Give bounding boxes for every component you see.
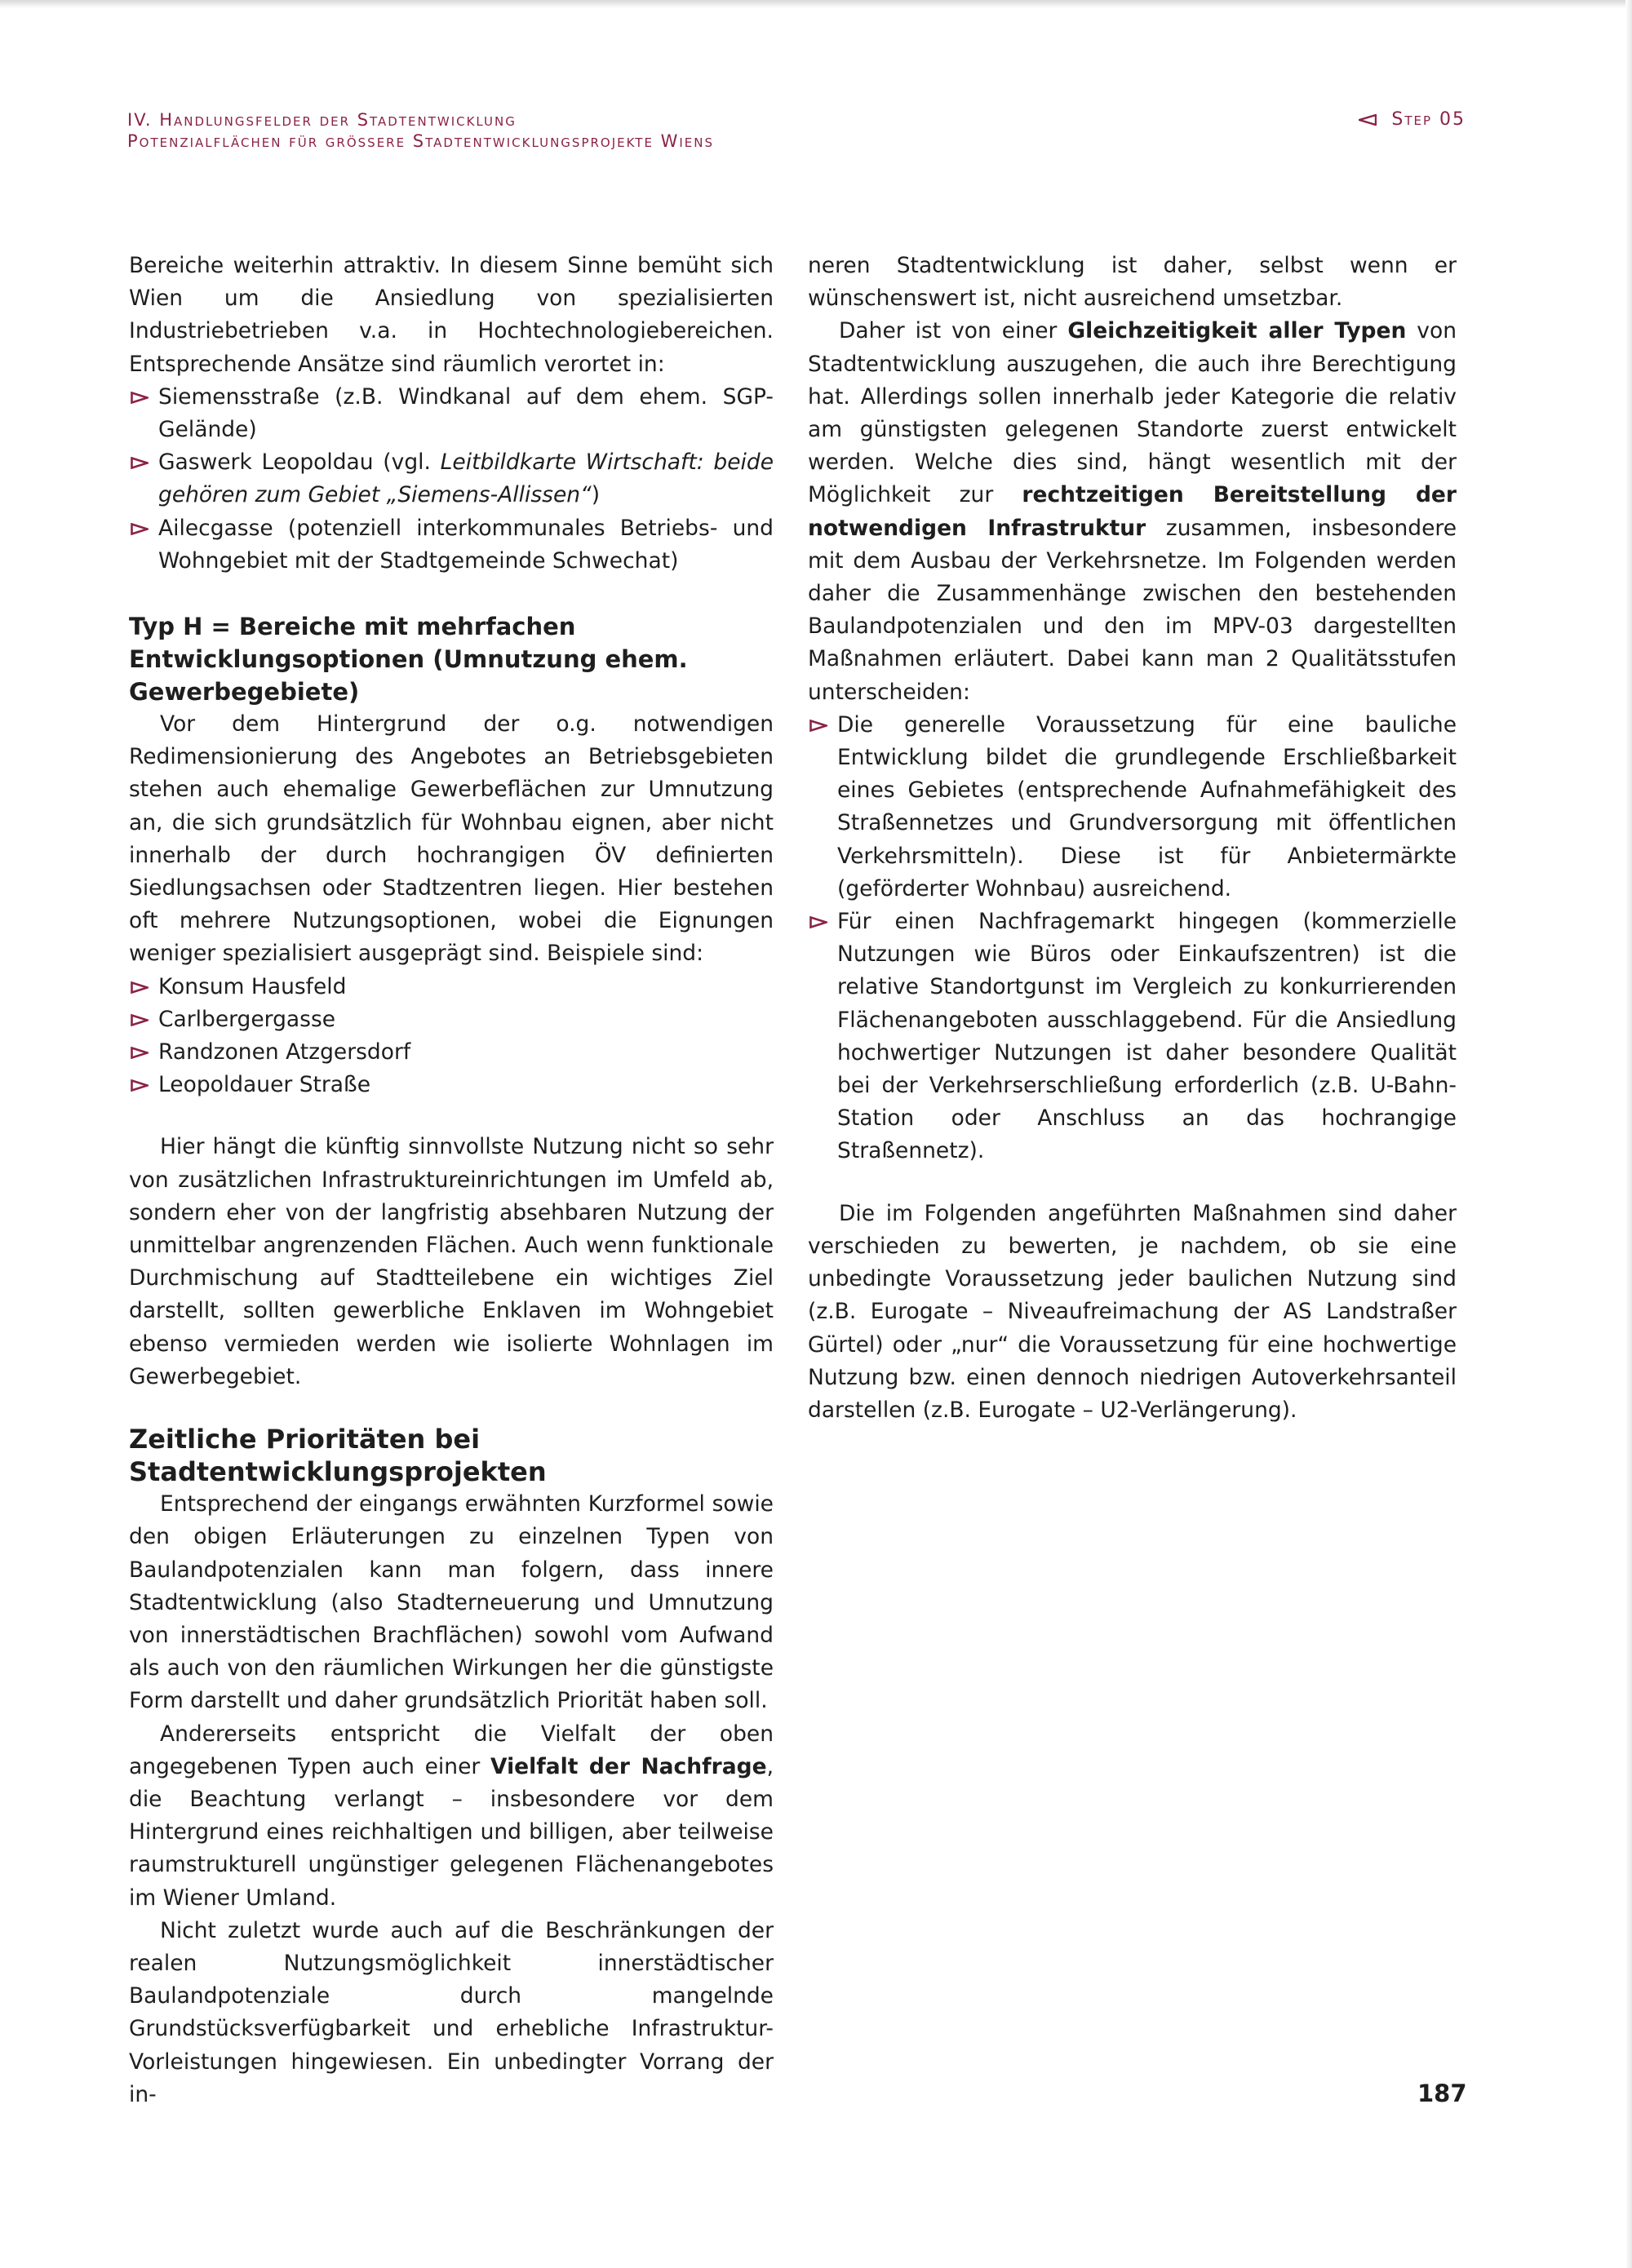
triangle-bullet-icon (131, 981, 149, 994)
right-column (808, 250, 1457, 1427)
triangle-bullet-icon (131, 457, 149, 469)
step-marker (1359, 109, 1466, 131)
spacer (129, 1393, 774, 1423)
paragraph-intro: Bereiche weiterhin attraktiv. In diesem Sinne bemüht sich Wien um die Ansiedlung von spezialisierten Industriebetrieben v.a. in Hochtechnologiebereichen. Entsprechende Ansätze sind räumlich verortet in: (129, 253, 774, 377)
left-column (129, 250, 774, 2111)
list-industry-sites (129, 381, 774, 578)
spacer (129, 1101, 774, 1131)
triangle-bullet-icon (131, 1014, 149, 1026)
list-item (129, 381, 774, 446)
scan-edge-top (0, 0, 1632, 8)
list-item (129, 446, 774, 512)
heading-priorities: Zeitliche Prioritäten bei Stadtentwicklungsprojekten (129, 1424, 547, 1488)
list-item-text-prefix: Gaswerk Leopoldau (vgl. (158, 450, 441, 476)
step-label: Step 05 (1391, 109, 1466, 130)
list-item (808, 709, 1457, 906)
triangle-left-icon (1359, 114, 1377, 126)
triangle-bullet-icon (809, 720, 827, 732)
triangle-bullet-icon (131, 1079, 149, 1092)
list-item (129, 1069, 774, 1101)
list-item-text: Randzonen Atzgersdorf (158, 1039, 411, 1065)
emphasis-gleichzeitigkeit: Gleichzeitigkeit aller Typen (1067, 318, 1407, 344)
text-run: Daher ist von einer (839, 318, 1068, 344)
page-number: 187 (1417, 2080, 1467, 2107)
paragraph-hier: Hier hängt die künftig sinnvollste Nutzung nicht so sehr von zusätzlichen Infrastruktureinrichtungen im Umfeld ab, sondern eher von der langfristig absehbaren Nutzung der unmittelbar angrenzenden Flächen. Auch wenn funktionale Durchmischung auf Stadtteilebene ein wichtiges Ziel darstellt, sollten gewerbliche Enklaven im Wohngebiet ebenso vermieden werden wie isolierte Wohnlagen im Gewerbegebiet. (129, 1134, 774, 1389)
scan-edge-right (1625, 0, 1632, 2268)
paragraph-final: Die im Folgenden angeführten Maßnahmen sind daher verschieden zu bewerten, je nachdem, ob sie eine unbedingte Voraussetzung jeder baulichen Nutzung sind (z.B. Eurogate – Niveaufreimachung der AS Landstraßer Gürtel) oder „nur“ die Voraussetzung für eine hochwertige Nutzung bzw. einen dennoch niedrigen Autoverkehrsanteil darstellen (z.B. Eurogate – U2-Verlängerung). (808, 1200, 1457, 1423)
list-item-text-suffix: ) (591, 482, 601, 508)
list-item-text: Ailecgasse (potenziell interkommunales Betriebs- und Wohngebiet mit der Stadtgemeinde Schwechat) (158, 515, 774, 574)
list-item-text: Die generelle Voraussetzung für eine bauliche Entwicklung bildet die grundlegende Erschließbarkeit eines Gebietes (entsprechende Aufnahmefähigkeit des Straßennetzes und Grundversorgung mit öffentlichen Verkehrsmitteln). Diese ist für Anbietermärkte (geförderter Wohnbau) ausreichend. (837, 711, 1457, 901)
list-item-text: Für einen Nachfragemarkt hingegen (kommerzielle Nutzungen wie Büros oder Einkaufszentren) ist die relative Standortgunst im Vergleich zu konkurrierenden Flächenangeboten ausschlaggebend. Für die Ansiedlung hochwertiger Nutzungen ist daher besondere Qualität bei der Verkehrserschließung erforderlich (z.B. U-Bahn-Station oder Anschluss an das hochrangige Straßennetz). (837, 909, 1457, 1164)
emphasis-vielfalt: Vielfalt der Nachfrage (490, 1753, 767, 1779)
triangle-bullet-icon (809, 916, 827, 928)
list-item-text-italic: Leitbildkarte Wirtschaft: beide gehören zum Gebiet „Siemens-Allissen“ (158, 450, 774, 508)
running-header (127, 109, 1466, 152)
list-item-text: Carlbergergasse (158, 1006, 336, 1032)
list-item (129, 971, 774, 1003)
paragraph-continuation: neren Stadtentwicklung ist daher, selbst wenn er wünschenswert ist, nicht ausreichend umsetzbar. (808, 253, 1457, 312)
header-chapter: IV. Handlungsfelder der Stadtentwicklung (127, 110, 517, 130)
list-quality-levels (808, 709, 1457, 1168)
list-item (129, 1003, 774, 1036)
list-item (129, 1036, 774, 1069)
list-item-text: Konsum Hausfeld (158, 973, 347, 999)
text-run: von Stadtentwicklung auszugehen, die auch ihre Berechtigung hat. Allerdings sollen innerhalb jeder Kategorie die relativ am günstigsten gelegenen Standorte zuerst entwickelt werden. Welche dies sind, hängt wesentlich mit der Möglichkeit zur (808, 318, 1457, 508)
triangle-bullet-icon (131, 392, 149, 404)
triangle-bullet-icon (131, 1047, 149, 1059)
text-run: zusammen, insbesondere mit dem Ausbau der Verkehrsnetze. Im Folgenden werden daher die Zusammenhänge zwischen den bestehenden Baulandpotenzialen und den im MPV-03 dargestellten Maßnahmen erläutert. Dabei kann man 2 Qualitätsstufen unterscheiden: (808, 515, 1457, 705)
emphasis-infrastruktur: rechtzeitigen Bereitstellung der notwendigen Infrastruktur (808, 482, 1457, 541)
paragraph-typ-h: Vor dem Hintergrund der o.g. notwendigen Redimensionierung des Angebotes an Betriebsgebieten stehen auch ehemalige Gewerbeflächen zur Umnutzung an, die sich grundsätzlich für Wohnbau eignen, aber nicht innerhalb der durch hochrangigen ÖV definierten Siedlungsachsen oder Stadtzentren liegen. Hier bestehen oft mehrere Nutzungsoptionen, wobei die Eignungen weniger spezialisiert ausgeprägt sind. Beispiele sind: (129, 711, 774, 967)
spacer (808, 1168, 1457, 1198)
list-item (808, 906, 1457, 1168)
paragraph-daher (808, 315, 1457, 708)
list-examples (129, 971, 774, 1102)
spacer (129, 578, 774, 610)
heading-typ-h: Typ H = Bereiche mit mehrfachen Entwicklungsoptionen (Umnutzung ehem. Gewerbegebiete) (129, 613, 688, 707)
paragraph-priorities: Entsprechend der eingangs erwähnten Kurzformel sowie den obigen Erläuterungen zu einzelnen Typen von Baulandpotenzialen kann man folgern, dass innere Stadtentwicklung (also Stadterneuerung und Umnutzung von innerstädtischen Brachflächen) sowohl vom Aufwand als auch von den räumlichen Wirkungen her die günstigste Form darstellt und daher grundsätzlich Priorität haben soll. (129, 1491, 774, 1714)
list-item-text: Siemensstraße (z.B. Windkanal auf dem ehem. SGP-Gelände) (158, 383, 774, 443)
list-item (129, 512, 774, 578)
header-section: Potenzialflächen für grössere Stadtentwicklungsprojekte Wiens (127, 131, 715, 151)
triangle-bullet-icon (131, 523, 149, 535)
text-run: Andererseits entspricht die Vielfalt der oben angegebenen Typen auch einer (129, 1721, 774, 1779)
paragraph-nicht-zuletzt: Nicht zuletzt wurde auch auf die Beschränkungen der realen Nutzungsmöglichkeit innerstädtischer Baulandpotenziale durch mangelnde Grundstücksverfügbarkeit und erhebliche Infrastruktur-Vorleistungen hingewiesen. Ein unbedingter Vorrang der in- (129, 1917, 774, 2107)
text-run: , die Beachtung verlangt – insbesondere vor dem Hintergrund eines reichhaltigen und billigen, aber teilweise raumstrukturell ungünstiger gelegenen Flächenangebotes im Wiener Umland. (129, 1753, 774, 1911)
paragraph-andererseits (129, 1718, 774, 1915)
list-item-text: Leopoldauer Straße (158, 1072, 371, 1098)
